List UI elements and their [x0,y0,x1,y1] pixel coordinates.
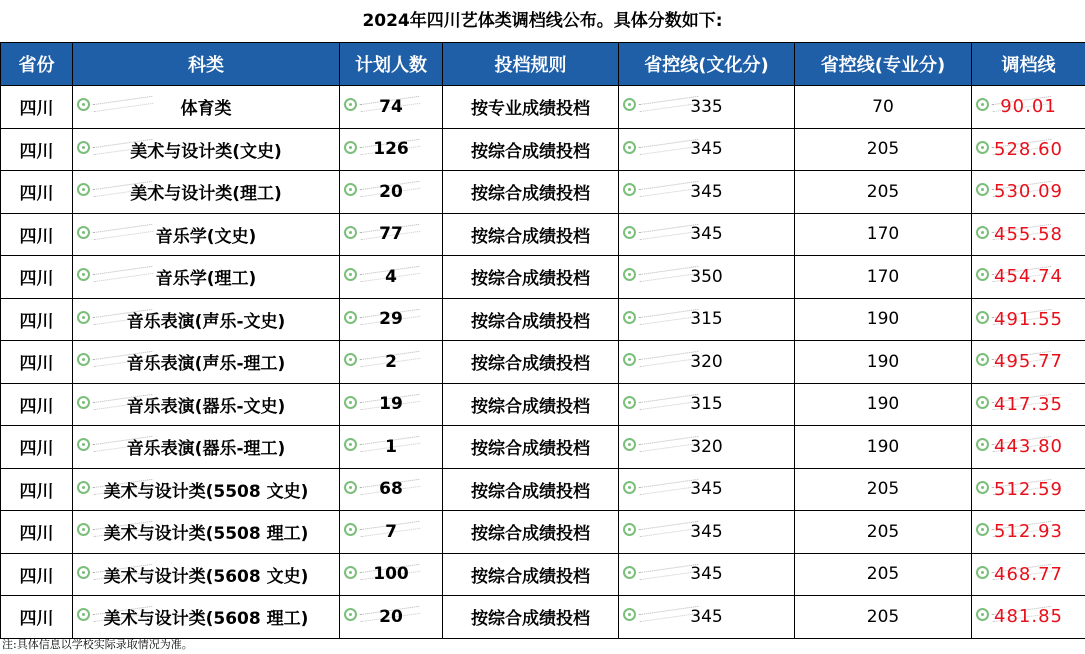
cell-category-text: 美术与设计类(5608 理工) [103,609,309,630]
cell-admission-line-text: 417.35 [994,393,1063,415]
cell-major-line [795,213,972,256]
cell-culture-line-text: 320 [690,436,723,457]
cell-plan-text: 29 [379,309,403,330]
cell-major-line [795,256,972,299]
cell-province-text: 四川 [19,439,54,460]
university-seal-icon [976,396,989,409]
cell-admission-line [972,511,1085,554]
cell-province [1,128,73,171]
watermark-signature [93,266,154,282]
university-seal-icon [976,438,989,451]
university-seal-icon [77,183,90,196]
cell-province [1,213,73,256]
cell-plan-text: 77 [379,224,403,245]
cell-category-text: 音乐学(文史) [155,226,257,247]
cell-major-line [795,426,972,469]
cell-plan [340,341,443,384]
cell-major-line-text: 190 [866,394,900,415]
column-header-culture-line: 省控线(文化分) [619,43,795,86]
footnote: 注:具体信息以学校实际录取情况为准。 [2,638,193,651]
cell-admission-line-text: 443.80 [994,436,1063,458]
cell-rule-text: 按综合成绩投档 [471,141,590,162]
cell-province [1,426,73,469]
cell-culture-line [619,426,795,469]
university-seal-icon [623,481,636,494]
cell-plan [340,86,443,129]
cell-category [73,553,340,596]
cell-rule-text: 按综合成绩投档 [471,311,590,332]
cell-major-line-text: 205 [866,564,900,585]
watermark-signature [93,223,154,239]
cell-category-text: 美术与设计类(5508 理工) [103,524,309,545]
university-seal-icon [976,98,989,111]
cell-category [73,171,340,214]
cell-province-text: 四川 [19,141,54,162]
cell-plan [340,468,443,511]
university-seal-icon [976,226,989,239]
university-seal-icon [976,523,989,536]
cell-culture-line [619,86,795,129]
cell-admission-line-text: 454.74 [994,266,1063,288]
cell-culture-line [619,213,795,256]
cell-plan-text: 68 [379,479,403,500]
cell-major-line-text: 205 [866,139,900,160]
university-seal-icon [77,98,90,111]
cell-province-text: 四川 [19,184,54,205]
cell-category-text: 美术与设计类(5608 文史) [103,566,309,587]
cell-major-line [795,341,972,384]
cell-culture-line [619,128,795,171]
cell-plan [340,213,443,256]
table-row [1,596,1085,639]
cell-plan [340,553,443,596]
university-seal-icon [77,141,90,154]
cell-admission-line [972,256,1085,299]
cell-plan-text: 4 [385,266,397,287]
cell-admission-line [972,213,1085,256]
cell-admission-line-text: 491.55 [994,308,1063,330]
university-seal-icon [623,311,636,324]
university-seal-icon [623,183,636,196]
university-seal-icon [623,438,636,451]
cell-plan-text: 20 [379,606,403,627]
cell-rule [443,213,619,256]
university-seal-icon [344,396,357,409]
cell-category-text: 体育类 [180,99,232,120]
cell-rule [443,426,619,469]
cell-category-text: 音乐表演(声乐-理工) [126,354,286,375]
cell-rule [443,468,619,511]
cell-category-text: 美术与设计类(5508 文史) [103,481,309,502]
table-row [1,86,1085,129]
cell-province [1,596,73,639]
cell-major-line-text: 205 [866,606,900,627]
column-header-admission-line: 调档线 [972,43,1085,86]
cell-province [1,298,73,341]
cell-major-line [795,128,972,171]
cell-admission-line-text: 512.59 [994,478,1063,500]
cell-culture-line [619,341,795,384]
cell-culture-line-text: 335 [690,96,723,117]
cell-plan [340,128,443,171]
cell-admission-line-text: 455.58 [994,223,1063,245]
university-seal-icon [976,481,989,494]
cell-rule [443,511,619,554]
university-seal-icon [344,226,357,239]
university-seal-icon [344,608,357,621]
cell-plan-text: 7 [385,521,397,542]
university-seal-icon [344,353,357,366]
university-seal-icon [976,608,989,621]
university-seal-icon [976,141,989,154]
column-header-category: 科类 [73,43,340,86]
cell-major-line-text: 190 [866,309,900,330]
cell-category-text: 音乐表演(器乐-理工) [126,439,286,460]
cell-province [1,468,73,511]
cell-admission-line-text: 512.93 [994,521,1063,543]
cell-culture-line [619,596,795,639]
university-seal-icon [344,481,357,494]
cell-rule [443,383,619,426]
cell-major-line-text: 170 [866,266,900,287]
university-seal-icon [77,481,90,494]
cell-culture-line-text: 345 [690,139,723,160]
university-seal-icon [976,268,989,281]
cell-admission-line [972,383,1085,426]
cell-rule-text: 按综合成绩投档 [471,184,590,205]
cell-major-line-text: 70 [872,96,894,117]
cell-rule [443,596,619,639]
university-seal-icon [344,183,357,196]
cell-culture-line-text: 350 [690,266,723,287]
cell-plan-text: 126 [373,139,409,160]
university-seal-icon [77,438,90,451]
cell-culture-line [619,171,795,214]
cell-province [1,553,73,596]
cell-culture-line [619,298,795,341]
table-row [1,468,1085,511]
cell-admission-line [972,468,1085,511]
cell-admission-line [972,596,1085,639]
cell-admission-line-text: 90.01 [1000,96,1057,118]
cell-province [1,511,73,554]
cell-major-line-text: 205 [866,521,900,542]
cell-rule [443,341,619,384]
cell-category [73,256,340,299]
cell-rule [443,256,619,299]
cell-plan [340,426,443,469]
cell-province [1,256,73,299]
cell-province-text: 四川 [19,524,54,545]
score-table [0,42,1085,639]
cell-major-line-text: 170 [866,224,900,245]
university-seal-icon [976,311,989,324]
cell-category [73,86,340,129]
university-seal-icon [77,353,90,366]
table-row [1,553,1085,596]
cell-rule [443,553,619,596]
cell-category [73,596,340,639]
university-seal-icon [77,226,90,239]
cell-rule-text: 按综合成绩投档 [471,396,590,417]
university-seal-icon [976,353,989,366]
cell-admission-line [972,426,1085,469]
cell-province [1,171,73,214]
cell-rule-text: 按综合成绩投档 [471,566,590,587]
cell-admission-line [972,553,1085,596]
cell-plan-text: 20 [379,181,403,202]
cell-province-text: 四川 [19,99,54,120]
cell-category [73,426,340,469]
table-row [1,426,1085,469]
university-seal-icon [344,438,357,451]
cell-major-line [795,298,972,341]
cell-province-text: 四川 [19,354,54,375]
cell-major-line-text: 190 [866,436,900,457]
cell-major-line [795,171,972,214]
table-body [1,86,1085,639]
cell-rule-text: 按专业成绩投档 [471,99,590,120]
university-seal-icon [623,226,636,239]
cell-culture-line [619,383,795,426]
cell-admission-line-text: 495.77 [994,351,1063,373]
university-seal-icon [77,523,90,536]
cell-rule [443,128,619,171]
table-row [1,383,1085,426]
cell-category [73,298,340,341]
cell-category [73,341,340,384]
university-seal-icon [623,523,636,536]
university-seal-icon [77,566,90,579]
university-seal-icon [623,98,636,111]
cell-admission-line [972,128,1085,171]
cell-rule-text: 按综合成绩投档 [471,481,590,502]
cell-category-text: 音乐表演(器乐-文史) [126,396,286,417]
university-seal-icon [976,566,989,579]
university-seal-icon [623,268,636,281]
university-seal-icon [623,608,636,621]
cell-province [1,383,73,426]
cell-major-line-text: 205 [866,181,900,202]
watermark-signature [93,96,154,112]
table-row [1,256,1085,299]
cell-plan [340,383,443,426]
university-seal-icon [344,566,357,579]
cell-culture-line [619,553,795,596]
column-header-rule: 投档规则 [443,43,619,86]
cell-culture-line-text: 345 [690,564,723,585]
cell-rule-text: 按综合成绩投档 [471,524,590,545]
cell-category [73,213,340,256]
cell-category-text: 音乐表演(声乐-文史) [126,311,286,332]
table-row [1,341,1085,384]
university-seal-icon [623,353,636,366]
cell-province-text: 四川 [19,311,54,332]
cell-category [73,468,340,511]
table-row [1,213,1085,256]
table-row [1,511,1085,554]
cell-category-text: 音乐学(理工) [155,269,257,290]
university-seal-icon [77,608,90,621]
cell-plan-text: 2 [385,351,397,372]
university-seal-icon [344,523,357,536]
cell-plan [340,171,443,214]
cell-admission-line [972,298,1085,341]
cell-category-text: 美术与设计类(文史) [130,141,282,162]
cell-province-text: 四川 [19,609,54,630]
table-row [1,128,1085,171]
cell-admission-line-text: 481.85 [994,606,1063,628]
university-seal-icon [623,141,636,154]
cell-culture-line [619,256,795,299]
cell-rule-text: 按综合成绩投档 [471,226,590,247]
cell-category [73,383,340,426]
cell-plan-text: 100 [373,564,409,585]
cell-plan [340,511,443,554]
cell-culture-line-text: 320 [690,351,723,372]
cell-plan-text: 1 [385,436,397,457]
cell-province-text: 四川 [19,481,54,502]
cell-province [1,86,73,129]
cell-culture-line-text: 345 [690,181,723,202]
university-seal-icon [77,396,90,409]
cell-major-line-text: 205 [866,479,900,500]
university-seal-icon [344,141,357,154]
cell-plan-text: 74 [379,96,403,117]
university-seal-icon [77,268,90,281]
cell-admission-line [972,86,1085,129]
university-seal-icon [77,311,90,324]
cell-major-line [795,86,972,129]
cell-rule [443,298,619,341]
table-row [1,171,1085,214]
cell-major-line [795,468,972,511]
cell-admission-line-text: 528.60 [994,138,1063,160]
cell-major-line [795,596,972,639]
cell-category-text: 美术与设计类(理工) [130,184,282,205]
cell-plan [340,596,443,639]
page-title: 2024年四川艺体类调档线公布。具体分数如下: [362,11,723,31]
cell-rule-text: 按综合成绩投档 [471,354,590,375]
cell-rule-text: 按综合成绩投档 [471,609,590,630]
university-seal-icon [344,311,357,324]
cell-culture-line-text: 345 [690,479,723,500]
cell-plan-text: 19 [379,394,403,415]
cell-admission-line [972,341,1085,384]
column-header-plan: 计划人数 [340,43,443,86]
cell-rule-text: 按综合成绩投档 [471,439,590,460]
cell-culture-line-text: 345 [690,521,723,542]
cell-culture-line [619,511,795,554]
cell-culture-line-text: 315 [690,394,723,415]
university-seal-icon [623,396,636,409]
table-header-row [1,43,1085,86]
cell-major-line [795,383,972,426]
cell-culture-line-text: 315 [690,309,723,330]
cell-major-line-text: 190 [866,351,900,372]
cell-culture-line [619,468,795,511]
cell-admission-line-text: 468.77 [994,563,1063,585]
cell-major-line [795,553,972,596]
university-seal-icon [976,183,989,196]
cell-rule [443,86,619,129]
cell-admission-line [972,171,1085,214]
cell-culture-line-text: 345 [690,606,723,627]
table-row [1,298,1085,341]
cell-plan [340,256,443,299]
cell-category [73,511,340,554]
cell-rule-text: 按综合成绩投档 [471,269,590,290]
university-seal-icon [344,98,357,111]
cell-plan [340,298,443,341]
cell-province-text: 四川 [19,226,54,247]
cell-major-line [795,511,972,554]
cell-category [73,128,340,171]
column-header-major-line: 省控线(专业分) [795,43,972,86]
cell-culture-line-text: 345 [690,224,723,245]
university-seal-icon [344,268,357,281]
cell-rule [443,171,619,214]
cell-province-text: 四川 [19,269,54,290]
cell-province-text: 四川 [19,566,54,587]
university-seal-icon [623,566,636,579]
column-header-province: 省份 [1,43,73,86]
cell-province-text: 四川 [19,396,54,417]
cell-province [1,341,73,384]
cell-admission-line-text: 530.09 [994,181,1063,203]
